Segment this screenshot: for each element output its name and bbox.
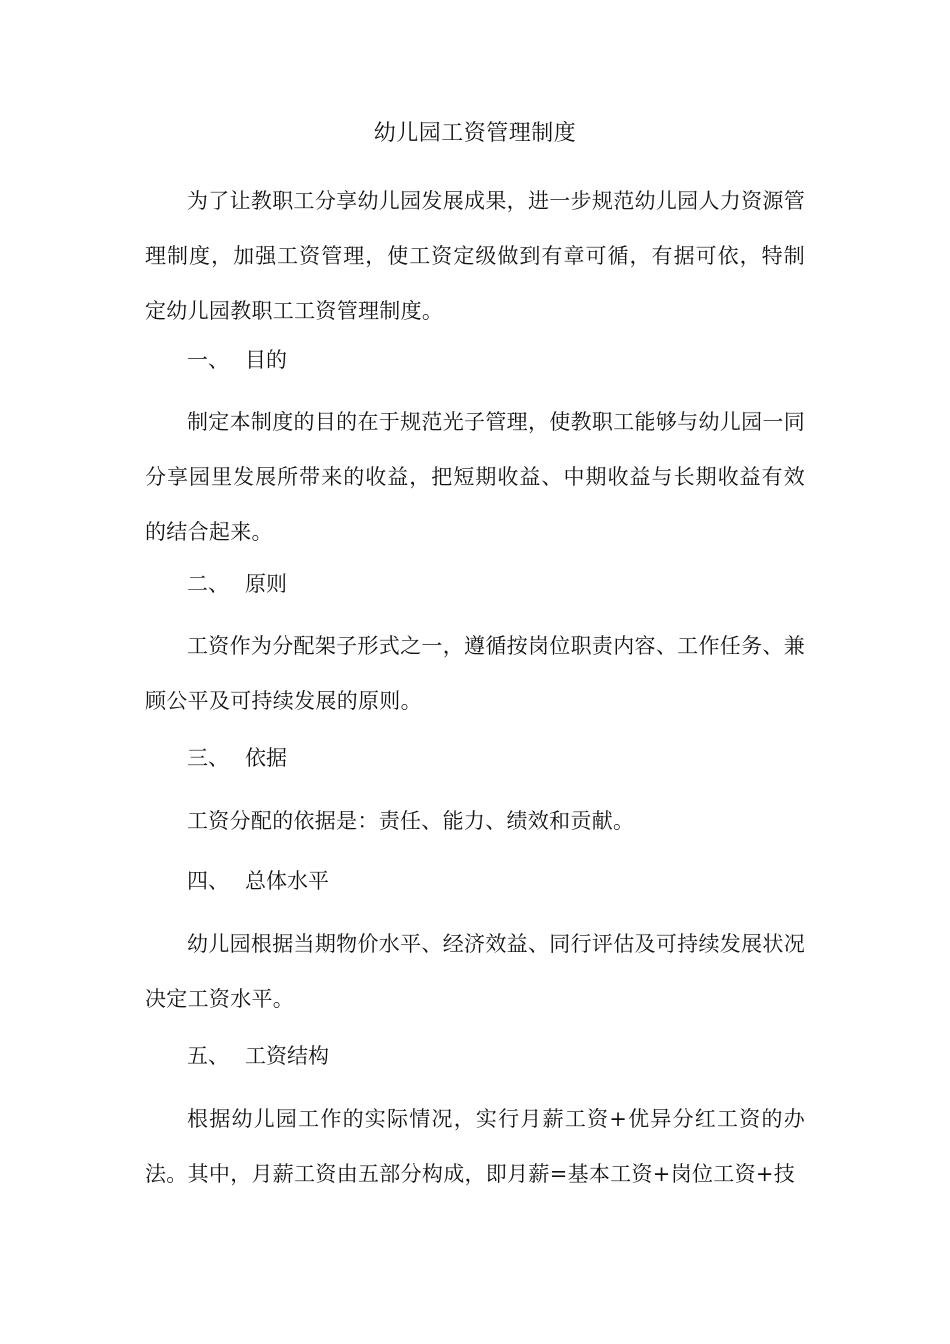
section-heading-3 <box>187 738 287 778</box>
document-title: 幼儿园工资管理制度 <box>373 121 577 146</box>
section-number-5: 五、 <box>187 1044 229 1068</box>
section-number-2: 二、 <box>187 572 229 596</box>
section-title-5: 工资结构 <box>245 1044 329 1068</box>
section-body-3: 工资分配的依据是：责任、能力、绩效和贡献。 <box>187 809 635 833</box>
section-title-3: 依据 <box>245 746 287 770</box>
section-body-1: 制定本制度的目的在于规范光子管理，使教职工能够与幼儿园一同分享园里发展所带来的收益，把短期收益、中期收益与长期收益有效的结合起来。 <box>145 410 805 544</box>
section-title-4: 总体水平 <box>245 869 329 893</box>
section-heading-4 <box>187 861 329 901</box>
section-body-2: 工资作为分配架子形式之一，遵循按岗位职责内容、工作任务、兼顾公平及可持续发展的原则。 <box>145 634 805 713</box>
section-number-4: 四、 <box>187 869 229 893</box>
section-heading-1 <box>187 340 287 380</box>
section-heading-2 <box>187 564 287 604</box>
section-body-5: 根据幼儿园工作的实际情况，实行月薪工资+优异分红工资的办法。其中，月薪工资由五部分构成，即月薪=基本工资+岗位工资+技 <box>145 1107 805 1186</box>
section-number-1: 一、 <box>187 348 229 372</box>
section-heading-5 <box>187 1036 329 1076</box>
intro-paragraph: 为了让教职工分享幼儿园发展成果，进一步规范幼儿园人力资源管理制度，加强工资管理，使工资定级做到有章可循，有据可依，特制定幼儿园教职工工资管理制度。 <box>145 189 805 323</box>
section-number-3: 三、 <box>187 746 229 770</box>
section-title-1: 目的 <box>245 348 287 372</box>
section-body-4: 幼儿园根据当期物价水平、经济效益、同行评估及可持续发展状况决定工资水平。 <box>145 932 805 1011</box>
section-title-2: 原则 <box>245 572 287 596</box>
